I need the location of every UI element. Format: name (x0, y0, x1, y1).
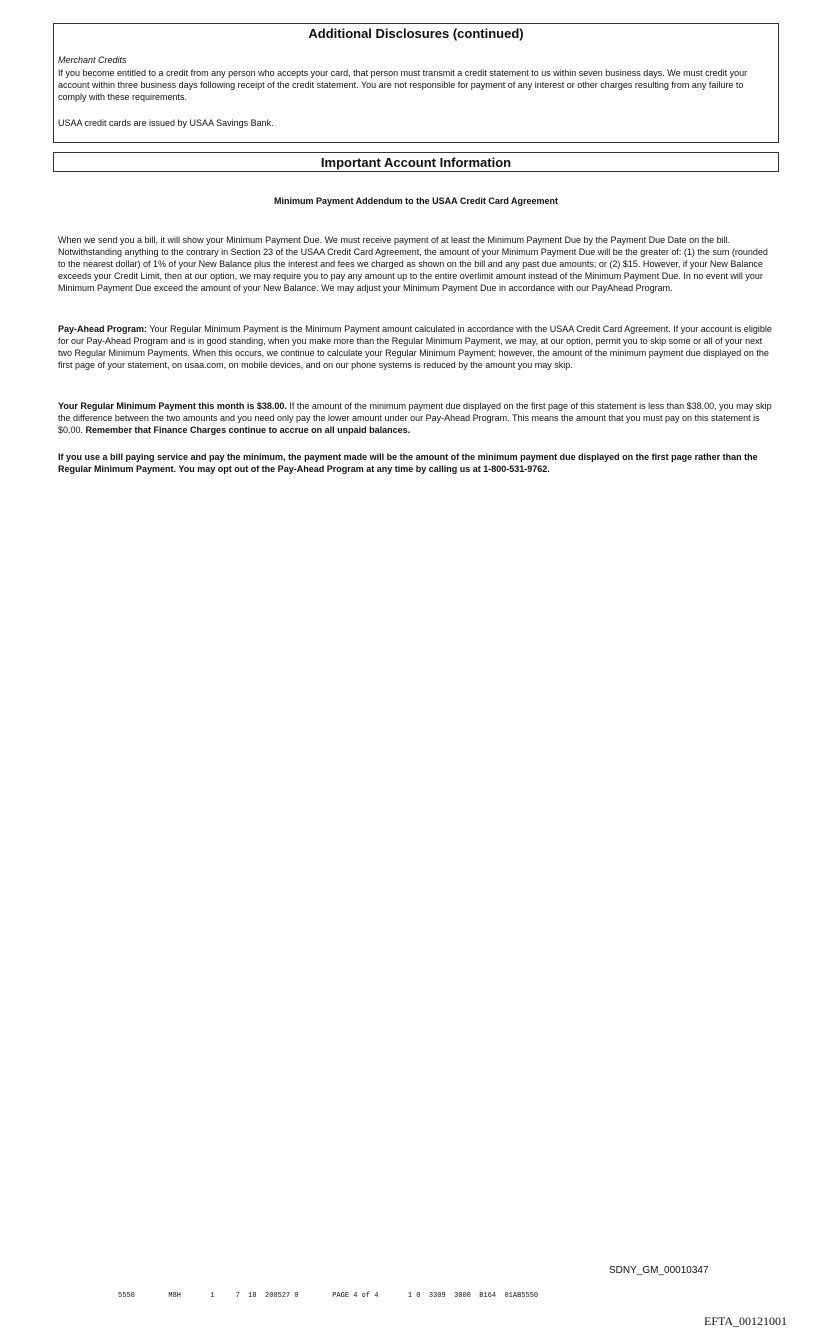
regular-minimum-lead: Your Regular Minimum Payment this month is $38.00. (58, 401, 287, 411)
addendum-title: Minimum Payment Addendum to the USAA Credit Card Agreement (273, 196, 559, 206)
additional-disclosures-section (53, 23, 779, 143)
pay-ahead-paragraph (58, 323, 772, 371)
finance-charges-note: Remember that Finance Charges continue to accrue on all unpaid balances. (85, 425, 411, 435)
pay-ahead-lead: Pay-Ahead Program: (58, 324, 148, 334)
merchant-credits-heading: Merchant Credits (58, 55, 127, 65)
bates-number: SDNY_GM_00010347 (609, 1265, 709, 1276)
bill-paying-service-paragraph: If you use a bill paying service and pay the minimum, the payment made will be the amount of the minimum payment due displayed on the first page rather than the Regular Minimum Payment. You may opt out of the Pay-Ahead Program at any time by calling us at 1-800-531-9762. (58, 452, 758, 474)
important-account-info-header (53, 152, 779, 172)
pay-ahead-text: Your Regular Minimum Payment is the Minimum Payment amount calculated in accordance with the USAA Credit Card Agreement. If your account is eligible for our Pay-Ahead Program and is in good standing, when you make more than the Regular Minimum Payment, we may, at our option, permit you to skip some or all of your next two Regular Minimum Payments. When this occurs, we continue to calculate your Regular Minimum Payment; however, the amount of the minimum payment due displayed on the first page of your statement, on usaa.com, on mobile devices, and on our phone systems is reduced by the amount you may skip. (58, 324, 772, 370)
minimum-payment-paragraph: When we send you a bill, it will show your Minimum Payment Due. We must receive payment of at least the Minimum Payment Due by the Payment Due Date on the bill. Notwithstanding anything to the contrary in Section 23 of the USAA Credit Card Agreement, the amount of your Minimum Payment Due will be the greater of: (1) the sum (rounded to the nearest dollar) of 1% of your New Balance plus the interest and fees we charged as shown on the bill and any past due amounts; or (2) $15. However, if your New Balance exceeds your Credit Limit, then at our option, we may require you to pay any amount up to the entire overlimit amount instead of the Minimum Payment Due. In no event will your Minimum Payment Due exceed the amount of your New Balance. We may adjust your Minimum Payment Due in accordance with our PayAhead Program. (58, 235, 768, 293)
important-account-info-title: Important Account Information (320, 155, 512, 170)
efta-number: EFTA_00121001 (704, 1314, 788, 1328)
statement-footer-codes: 5550 M8H 1 7 18 200527 0 PAGE 4 of 4 1 0 3309 3000 B164 01AB5550 (118, 1292, 539, 1300)
regular-minimum-text: If the amount of the minimum payment due displayed on the first page of this statement is less than $38.00, you may skip the difference between the two amounts and you need only pay the lower amount under our Pay-Ahead Program. This means the amount that you must pay on this statement is $0.00. (58, 401, 772, 435)
additional-disclosures-title: Additional Disclosures (continued) (308, 26, 524, 41)
issuer-statement: USAA credit cards are issued by USAA Savings Bank. (58, 118, 274, 128)
regular-minimum-paragraph (58, 400, 772, 436)
merchant-credits-text: If you become entitled to a credit from any person who accepts your card, that person must transmit a credit statement to us within seven business days. We must credit your account within three business days following receipt of the credit statement. You are not responsible for payment of any interest or other charges resulting from any failure to comply with these requirements. (58, 68, 748, 102)
